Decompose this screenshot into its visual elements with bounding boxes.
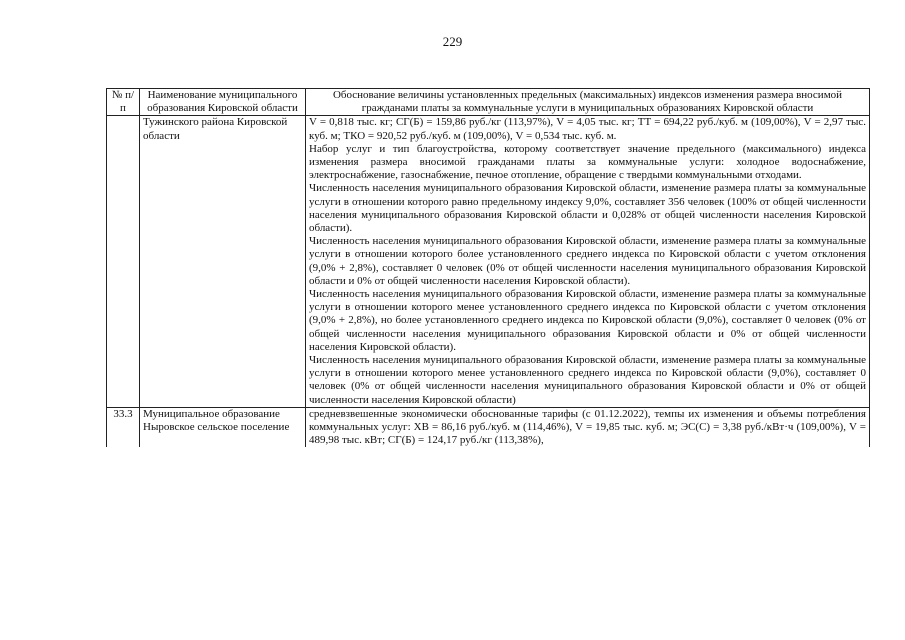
- page-number: 229: [442, 34, 463, 49]
- justification-paragraph: Численность населения муниципального образования Кировской области, изменение размера платы за коммунальные услуги в отношении которого равно предельному индексу 9,0%, составляет 356 человек (100% от общей численности населения муниципального образования Кировской области и 0,028% от общей численности населения Кировской области).: [309, 182, 866, 235]
- justification-paragraph: V = 0,818 тыс. кг; СГ(Б) = 159,86 руб./кг (113,97%), V = 4,05 тыс. кг; ТТ = 694,22 руб./куб. м (109,00%), V = 2,97 тыс. куб. м; ТКО = 920,52 руб./куб. м (109,00%), V = 0,534 тыс. куб. м.: [309, 116, 866, 142]
- table-row: [107, 407, 870, 447]
- justification-paragraph: Численность населения муниципального образования Кировской области, изменение размера платы за коммунальные услуги в отношении которого менее установленного среднего индекса по Кировской области с учетом отклонения (9,0% + 2,8%), но более установленного среднего индекса по Кировской области (9,0%), составляет 0 человек (0% от общей численности населения муниципального образования Кировской области и 0% от общей численности населения Кировской области).: [309, 288, 866, 353]
- table-row: [107, 116, 870, 407]
- justification-paragraph: средневзвешенные экономически обоснованные тарифы (с 01.12.2022), темпы их изменения и объемы потребления коммунальных услуг: ХВ = 86,16 руб./куб. м (114,46%), V = 19,85 тыс. куб. м; ЭС(С) = 3,38 руб./кВт·ч (109,00%), V = 489,98 тыс. кВт; СГ(Б) = 124,17 руб./кг (113,38%),: [309, 407, 866, 447]
- table-header-row: [107, 89, 870, 116]
- header-justification: Обоснование величины установленных предельных (максимальных) индексов изменения размера вносимой гражданами платы за коммунальные услуги в муниципальных образованиях Кировской области: [306, 89, 870, 116]
- row-number: [107, 116, 140, 407]
- justification-paragraph: Численность населения муниципального образования Кировской области, изменение размера платы за коммунальные услуги в отношении которого менее установленного среднего индекса по Кировской области (9,0%), составляет 0 человек (0% от общей численности населения муниципального образования Кировской области и 0% от общей численности населения Кировской области): [309, 354, 866, 406]
- justification-paragraph: Набор услуг и тип благоустройства, которому соответствует значение предельного (максимального) индекса изменения размера вносимой гражданами платы за коммунальные услуги: холодное водоснабжение, электроснабжение, газоснабжение, печное отопление, обращение с твердыми коммунальными отходами.: [309, 142, 866, 182]
- tariff-justification-table: [106, 88, 870, 447]
- header-municipality: Наименование муниципального образования Кировской области: [140, 89, 306, 116]
- row-number: 33.3: [107, 407, 140, 447]
- justification-paragraph: Численность населения муниципального образования Кировской области, изменение размера платы за коммунальные услуги в отношении которого более установленного среднего индекса по Кировской области с учетом отклонения (9,0% + 2,8%), составляет 0 человек (0% от общей численности населения муниципального образования Кировской области и 0% от общей численности населения Кировской области).: [309, 235, 866, 287]
- row-justification: [306, 407, 870, 447]
- row-municipality: Муниципальное образование Ныровское сельское поселение: [140, 407, 306, 447]
- header-number: № п/п: [107, 89, 140, 116]
- row-municipality: Тужинского района Кировской области: [140, 116, 306, 407]
- row-justification: [306, 116, 870, 407]
